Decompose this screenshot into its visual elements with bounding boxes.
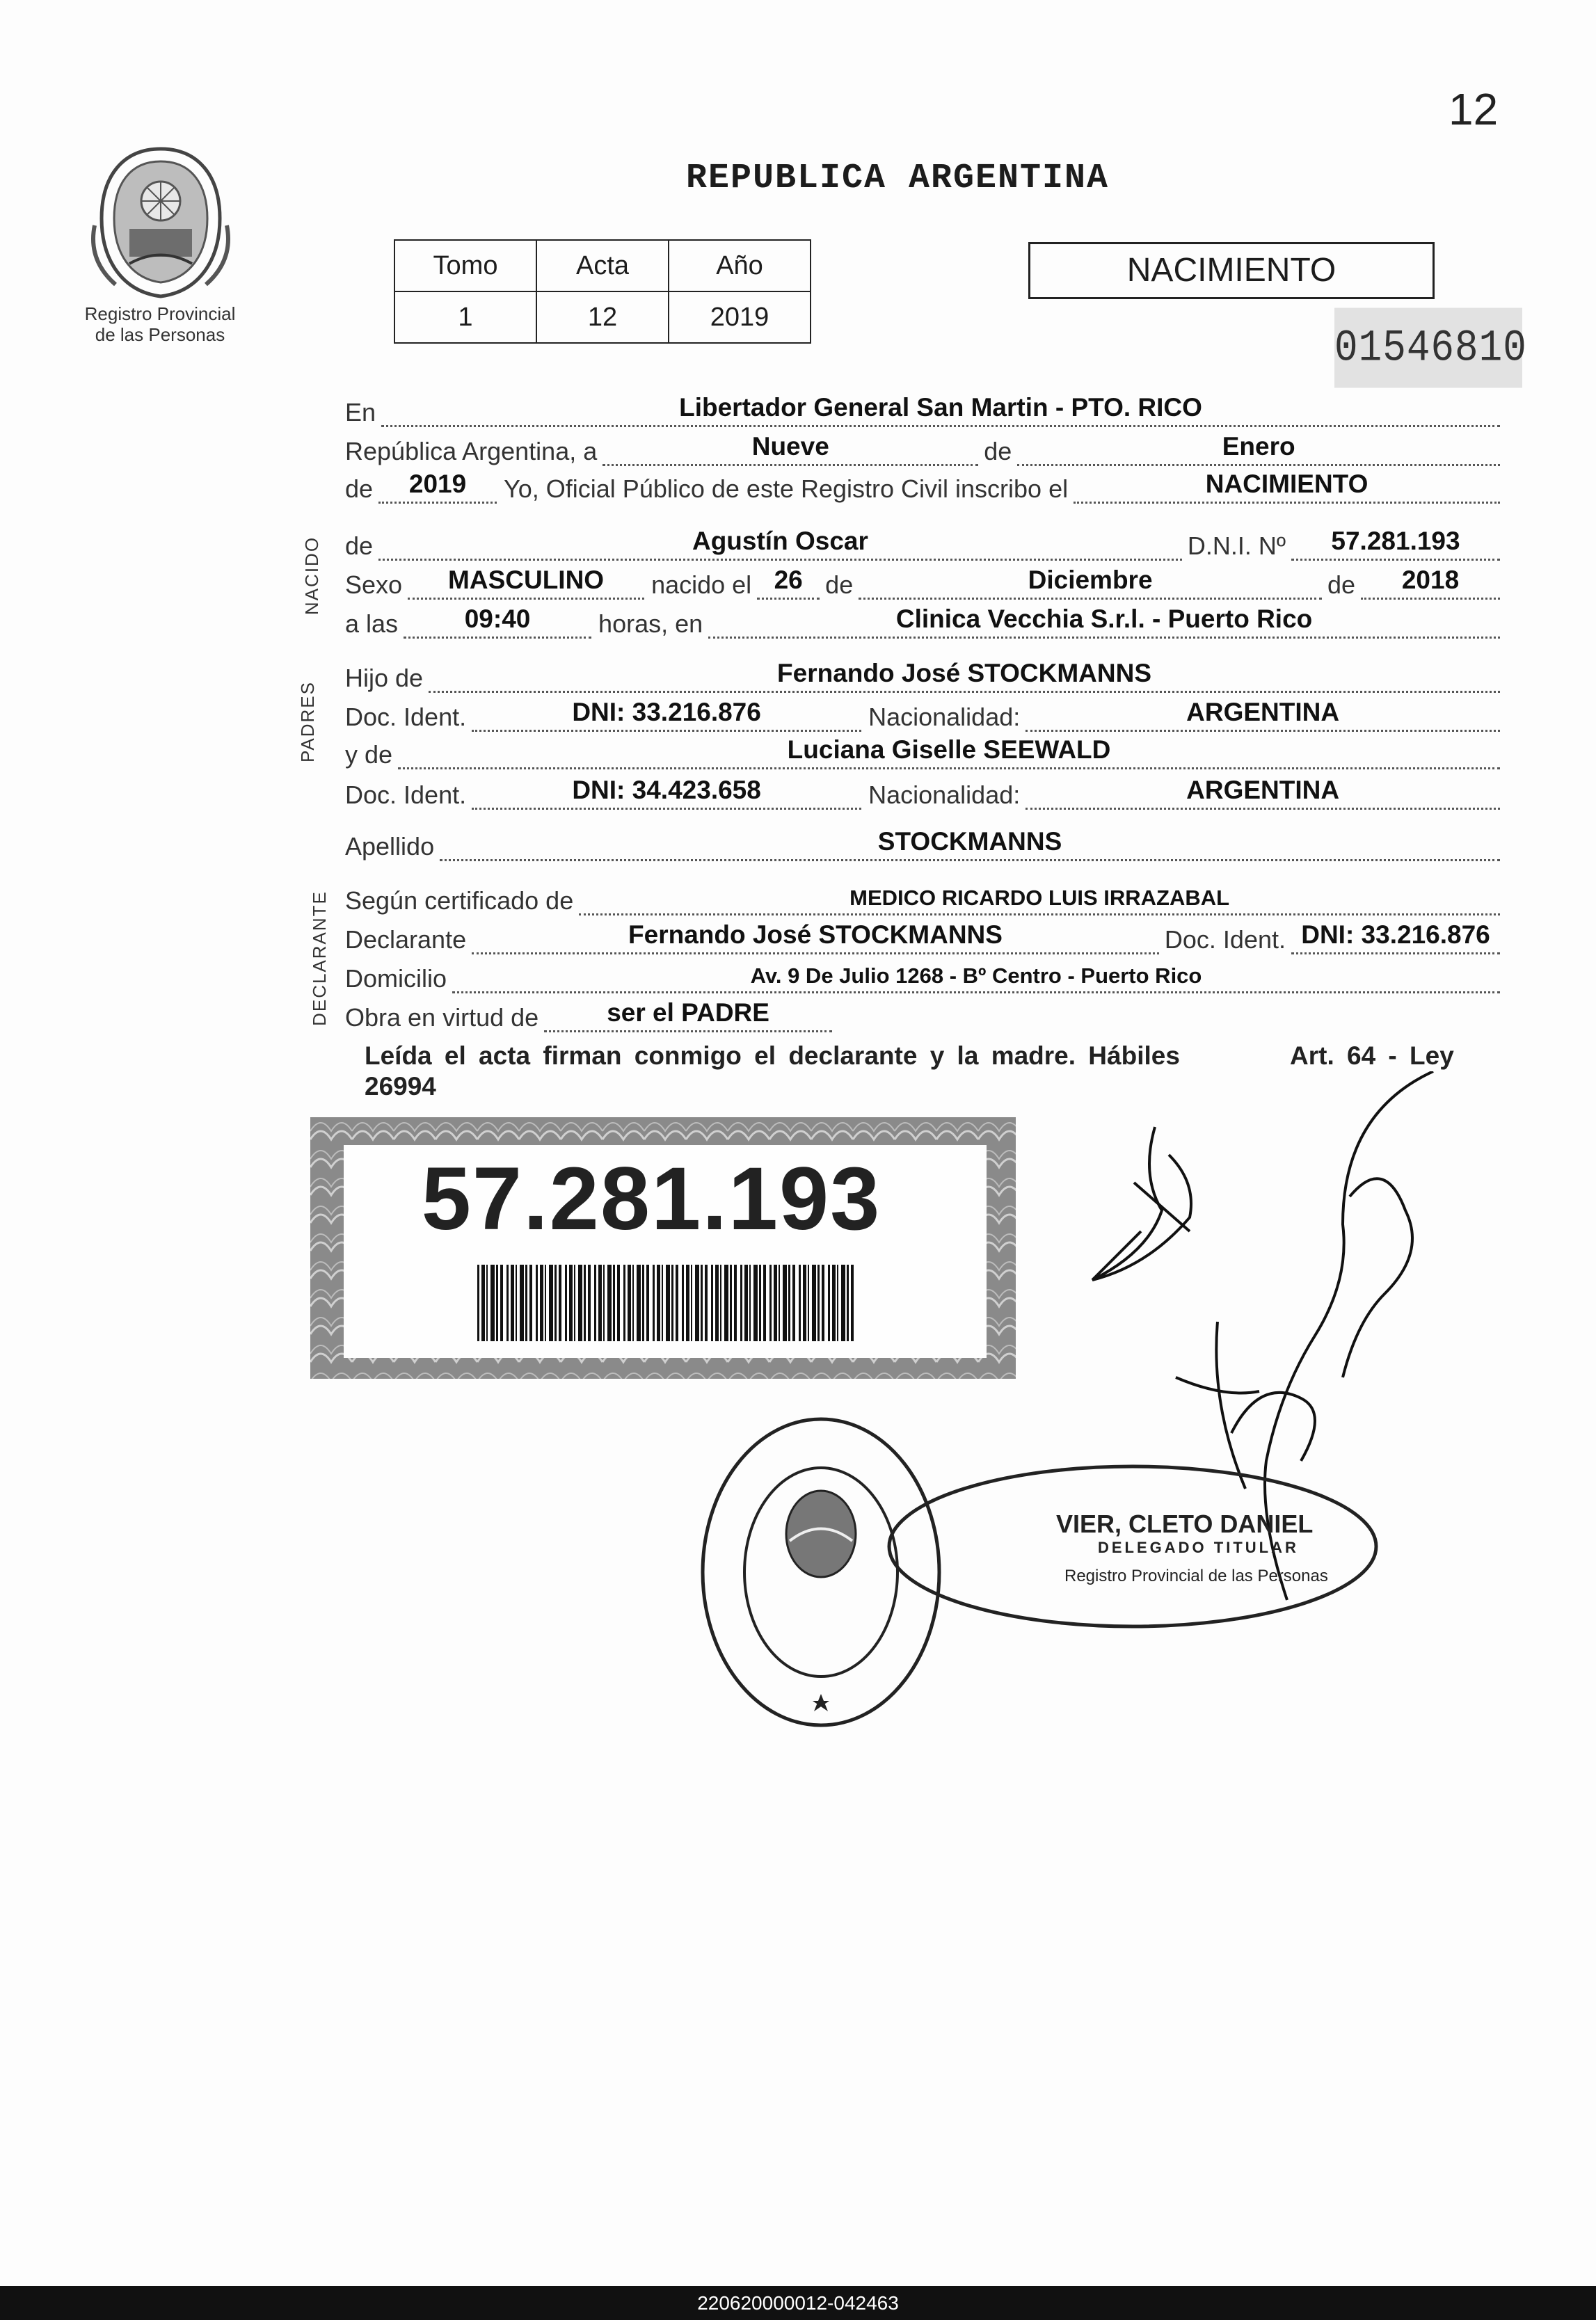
child-dni-value: 57.281.193: [1331, 527, 1460, 555]
side-label-nacido: NACIDO: [301, 536, 323, 616]
barcode-bar: [799, 1265, 801, 1341]
emblem-caption: [66, 303, 254, 345]
certificate-value: MEDICO RICARDO LUIS IRRAZABAL: [849, 886, 1230, 910]
barcode-bar: [540, 1265, 543, 1341]
barcode-bar: [565, 1265, 567, 1341]
page-title: REPUBLICA ARGENTINA: [685, 159, 1110, 198]
footer-document-code: 220620000012-042463: [0, 2286, 1596, 2320]
mother-name-value: Luciana Giselle SEEWALD: [787, 735, 1111, 764]
capacity-value: ser el PADRE: [607, 998, 769, 1027]
barcode-bar: [520, 1265, 524, 1341]
barcode-bar: [705, 1265, 708, 1341]
barcode-bar: [740, 1265, 742, 1341]
line-surname: [345, 824, 1500, 861]
barcode-bar: [574, 1265, 575, 1341]
certificate-field: [579, 880, 1500, 915]
barcode-bar: [623, 1265, 625, 1341]
doc-ident-label-1: Doc. Ident.: [345, 703, 467, 731]
barcode-bar: [808, 1265, 809, 1341]
barcode-bar: [506, 1265, 509, 1341]
de-label-1: de: [984, 437, 1012, 465]
barcode-bar: [642, 1265, 644, 1341]
line-address: [345, 956, 1500, 993]
barcode-bar: [734, 1265, 737, 1341]
barcode-bar: [676, 1265, 678, 1341]
doc-ident-label-3: Doc. Ident.: [1164, 925, 1286, 954]
barcode-bar: [671, 1265, 673, 1341]
mother-nationality-field: [1026, 774, 1500, 810]
barcode-bar: [657, 1265, 660, 1341]
barcode-bar: [617, 1265, 620, 1341]
sex-field: [408, 564, 644, 600]
address-value: Av. 9 De Julio 1268 - Bº Centro - Puerto Rico: [750, 963, 1202, 988]
barcode-bar: [788, 1265, 790, 1341]
barcode-bar: [646, 1265, 649, 1341]
birth-day-field: [757, 564, 820, 600]
barcode-bar: [763, 1265, 766, 1341]
line-mother-doc: [345, 772, 1500, 810]
birth-year-field: [1361, 564, 1500, 600]
nacionalidad-label-1: Nacionalidad:: [868, 703, 1021, 731]
acta-header: Acta: [536, 240, 669, 291]
yde-label: y de: [345, 740, 393, 769]
barcode-bar: [529, 1265, 532, 1341]
mother-name-field: [398, 734, 1500, 769]
capacity-field: [544, 997, 832, 1032]
father-name-value: Fernando José STOCKMANNS: [777, 659, 1151, 687]
closing-text: Leída el acta firman conmigo el declarante y la madre. Hábiles: [365, 1041, 1180, 1070]
child-dni-field: [1291, 525, 1500, 561]
surname-field: [440, 826, 1500, 861]
reference-value-row: [394, 291, 811, 343]
father-doc-field: [472, 696, 861, 732]
barcode-bar: [598, 1265, 602, 1341]
de-label-4: de: [825, 570, 854, 599]
barcode-bar: [753, 1265, 758, 1341]
declarant-name-value: Fernando José STOCKMANNS: [628, 920, 1003, 949]
place-value: Libertador General San Martin - PTO. RICO: [679, 393, 1202, 422]
barcode-bar: [691, 1265, 692, 1341]
barcode-bar: [628, 1265, 631, 1341]
de-label-3: de: [345, 531, 374, 560]
barcode-bar: [559, 1265, 561, 1341]
birth-month-value: Diciembre: [1028, 566, 1153, 594]
barcode-bar: [682, 1265, 684, 1341]
barcode-bar: [822, 1265, 824, 1341]
line-birth: [345, 562, 1500, 600]
barcode-bar: [724, 1265, 728, 1341]
birth-place-field: [708, 603, 1500, 639]
sex-value: MASCULINO: [448, 566, 605, 594]
barcode-bar: [744, 1265, 748, 1341]
father-doc-value: DNI: 33.216.876: [572, 698, 761, 726]
act-type-field: [1074, 468, 1500, 504]
line-mother: [345, 732, 1500, 769]
side-label-padres: PADRES: [297, 681, 318, 762]
line-father-doc: [345, 694, 1500, 732]
barcode-bar: [686, 1265, 689, 1341]
en-label: En: [345, 398, 376, 426]
barcode-bar: [695, 1265, 699, 1341]
mother-doc-field: [472, 774, 861, 810]
birth-month-field: [859, 564, 1322, 600]
barcode-bar: [832, 1265, 836, 1341]
official-org: Registro Provincial de las Personas: [1064, 1567, 1328, 1585]
apellido-label: Apellido: [345, 832, 435, 861]
barcode-bar: [554, 1265, 557, 1341]
obra-label: Obra en virtud de: [345, 1003, 539, 1032]
barcode-bar: [607, 1265, 612, 1341]
barcode-bar: [803, 1265, 806, 1341]
child-name-value: Agustín Oscar: [692, 527, 868, 555]
surname-value: STOCKMANNS: [877, 827, 1062, 856]
dni-label: D.N.I. Nº: [1187, 531, 1286, 560]
anio-header: Año: [669, 240, 811, 291]
page-number: 12: [1449, 84, 1499, 134]
month-value: Enero: [1222, 432, 1295, 461]
de-label-5: de: [1327, 570, 1355, 599]
provincial-emblem-icon: [88, 142, 234, 302]
barcode-dni-number: 57.281.193: [421, 1149, 881, 1249]
de-label-2: de: [345, 474, 374, 503]
line-place: [345, 390, 1500, 427]
barcode-bar: [817, 1265, 820, 1341]
inscribo-label: Yo, Oficial Público de este Registro Civil inscribo el: [504, 474, 1069, 503]
reference-table: [394, 239, 811, 344]
barcode-bar: [500, 1265, 503, 1341]
reference-header-row: [394, 240, 811, 291]
barcode-bar: [481, 1265, 485, 1341]
barcode-bar: [812, 1265, 816, 1341]
mother-doc-value: DNI: 34.423.658: [572, 776, 761, 804]
place-field: [381, 392, 1500, 427]
certificado-label: Según certificado de: [345, 886, 574, 915]
birth-time-field: [404, 603, 591, 639]
barcode-bar: [516, 1265, 517, 1341]
mother-nationality-value: ARGENTINA: [1186, 776, 1340, 804]
emblem-caption-line1: Registro Provincial: [84, 303, 236, 324]
law-reference: Art. 64 - Ley: [1290, 1041, 1454, 1070]
barcode-bar: [774, 1265, 777, 1341]
address-field: [452, 958, 1500, 993]
sexo-label: Sexo: [345, 570, 403, 599]
nacionalidad-label-2: Nacionalidad:: [868, 781, 1021, 809]
barcode-bar: [637, 1265, 641, 1341]
day-field: [603, 431, 978, 466]
father-nationality-value: ARGENTINA: [1186, 698, 1340, 726]
act-type-value: NACIMIENTO: [1205, 470, 1368, 498]
barcode-bar: [837, 1265, 838, 1341]
official-name: VIER, CLETO DANIEL: [1056, 1510, 1314, 1538]
line-time-place: [345, 601, 1500, 639]
serial-number-stamp: 01546810: [1334, 308, 1522, 388]
line-certificate: [345, 878, 1500, 915]
barcode-bar: [578, 1265, 582, 1341]
barcode-bar: [613, 1265, 615, 1341]
year-field: [378, 468, 497, 504]
barcode-bar: [759, 1265, 761, 1341]
barcode-bar: [666, 1265, 670, 1341]
barcode-bar: [545, 1265, 546, 1341]
barcode-bar: [792, 1265, 795, 1341]
barcode-bar: [588, 1265, 591, 1341]
birth-time-value: 09:40: [464, 605, 531, 633]
line-date: [345, 429, 1500, 466]
barcode-bar: [584, 1265, 586, 1341]
barcode-bar: [720, 1265, 721, 1341]
barcode-bar: [603, 1265, 605, 1341]
month-field: [1017, 431, 1500, 466]
barcode-bar: [711, 1265, 713, 1341]
father-nationality-field: [1026, 696, 1500, 732]
doc-ident-label-2: Doc. Ident.: [345, 781, 467, 809]
hijo-label: Hijo de: [345, 664, 424, 692]
barcode-bar: [632, 1265, 634, 1341]
barcode-bar: [769, 1265, 772, 1341]
barcode-bar: [511, 1265, 514, 1341]
horas-label: horas, en: [598, 609, 703, 638]
barcode-bar: [779, 1265, 780, 1341]
document-type-box: NACIMIENTO: [1028, 242, 1435, 299]
barcode-bar: [536, 1265, 538, 1341]
barcode-bar: [730, 1265, 732, 1341]
line-father: [345, 655, 1500, 693]
birth-place-value: Clinica Vecchia S.r.l. - Puerto Rico: [895, 605, 1313, 633]
anio-value: 2019: [669, 291, 811, 343]
barcode-bar: [549, 1265, 553, 1341]
nacido-label: nacido el: [651, 570, 752, 599]
alas-label: a las: [345, 609, 399, 638]
declarant-doc-value: DNI: 33.216.876: [1301, 920, 1490, 949]
declarant-doc-field: [1291, 919, 1500, 954]
barcode-bar: [496, 1265, 498, 1341]
declarante-label: Declarante: [345, 925, 467, 954]
barcode-bar: [594, 1265, 596, 1341]
day-value: Nueve: [751, 432, 829, 461]
official-role: DELEGADO TITULAR: [1098, 1539, 1299, 1556]
line-year: [345, 466, 1500, 504]
line-child: [345, 523, 1500, 561]
birth-day-value: 26: [774, 566, 803, 594]
barcode-bar: [525, 1265, 527, 1341]
acta-value: 12: [536, 291, 669, 343]
side-label-declarante: DECLARANTE: [308, 890, 330, 1026]
barcode-bar: [841, 1265, 845, 1341]
emblem-caption-line2: de las Personas: [95, 324, 225, 345]
tomo-value: 1: [394, 291, 536, 343]
domicilio-label: Domicilio: [345, 964, 447, 993]
republica-label: República Argentina, a: [345, 437, 598, 465]
barcode-bar: [847, 1265, 849, 1341]
child-name-field: [378, 525, 1182, 561]
barcode-bar: [477, 1265, 479, 1341]
barcode-bar: [569, 1265, 573, 1341]
barcode-bar: [828, 1265, 830, 1341]
father-name-field: [429, 657, 1500, 693]
barcode-bar: [783, 1265, 787, 1341]
line-declarant: [345, 917, 1500, 954]
law-number: 26994: [365, 1072, 436, 1101]
barcode-bar: [653, 1265, 655, 1341]
barcode-bar: [486, 1265, 488, 1341]
line-capacity: [345, 995, 832, 1032]
birth-year-value: 2018: [1401, 566, 1460, 594]
barcode-bar: [701, 1265, 703, 1341]
declarant-name-field: [472, 919, 1159, 954]
barcode-bar: [715, 1265, 719, 1341]
barcode-bar: [749, 1265, 751, 1341]
barcode-bar: [490, 1265, 495, 1341]
barcode-bar: [851, 1265, 854, 1341]
year-value: 2019: [408, 470, 467, 498]
barcode-bar: [662, 1265, 663, 1341]
tomo-header: Tomo: [394, 240, 536, 291]
